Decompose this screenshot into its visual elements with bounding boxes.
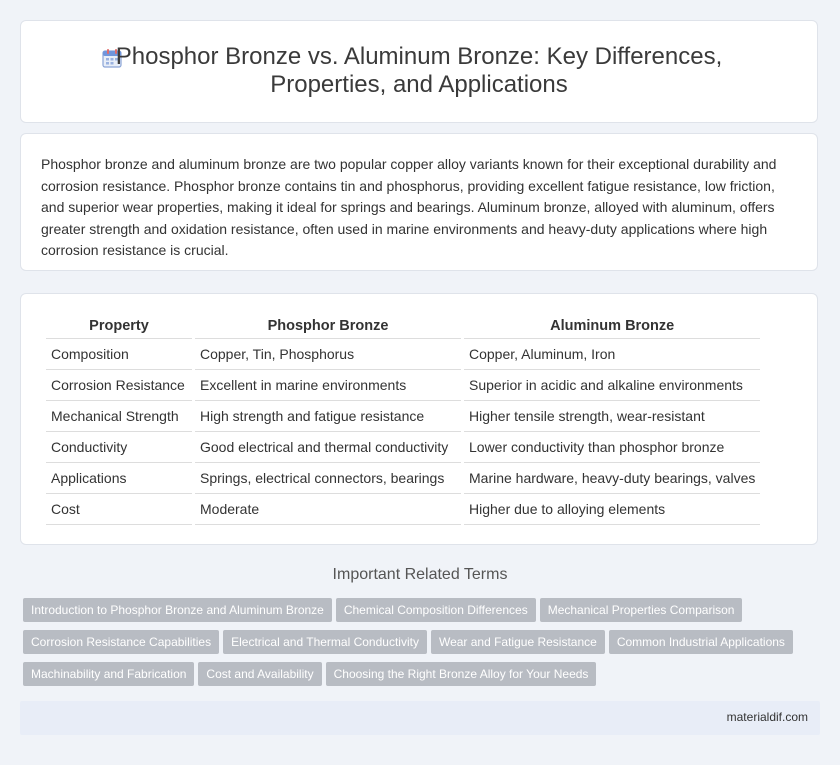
table-cell: Excellent in marine environments — [195, 370, 461, 401]
related-term-tag[interactable]: Corrosion Resistance Capabilities — [23, 630, 219, 654]
header-phosphor-bronze: Phosphor Bronze — [195, 314, 461, 339]
related-terms-title: Important Related Terms — [332, 566, 508, 583]
related-term-tag[interactable]: Cost and Availability — [198, 662, 321, 686]
table-row — [46, 370, 760, 401]
table-cell: Superior in acidic and alkaline environments — [464, 370, 760, 401]
table-cell: Cost — [46, 494, 192, 525]
related-term-tag[interactable]: Common Industrial Applications — [609, 630, 793, 654]
table-cell: Good electrical and thermal conductivity — [195, 432, 461, 463]
table-cell: High strength and fatigue resistance — [195, 401, 461, 432]
table-cell: Springs, electrical connectors, bearings — [195, 463, 461, 494]
related-term-tag[interactable]: Wear and Fatigue Resistance — [431, 630, 605, 654]
table-cell: Lower conductivity than phosphor bronze — [464, 432, 760, 463]
table-header-row — [46, 314, 760, 339]
footer-site-link[interactable]: materialdif.com — [726, 710, 808, 724]
footer — [20, 701, 820, 735]
header-property: Property — [46, 314, 192, 339]
intro-paragraph: Phosphor bronze and aluminum bronze are two popular copper alloy variants known for their exceptional durability and corrosion resistance. Phosphor bronze contains tin and phosphorus, providing excellent fatigue resistance, low friction, and superior wear properties, making it ideal for springs and bearings. Aluminum bronze, alloyed with aluminum, offers greater strength and oxidation resistance, often used in marine environments and heavy-duty applications where high corrosion resistance is crucial. — [41, 156, 777, 258]
table-cell: Higher due to alloying elements — [464, 494, 760, 525]
page-title: Phosphor Bronze vs. Aluminum Bronze: Key Differences, Properties, and Applications — [115, 43, 723, 98]
related-term-tag[interactable]: Introduction to Phosphor Bronze and Aluminum Bronze — [23, 598, 332, 622]
table-cell: Applications — [46, 463, 192, 494]
related-terms-list — [23, 598, 803, 694]
table-cell: Moderate — [195, 494, 461, 525]
related-term-tag[interactable]: Mechanical Properties Comparison — [540, 598, 743, 622]
intro-card — [20, 133, 818, 271]
table-row — [46, 401, 760, 432]
table-cell: Corrosion Resistance — [46, 370, 192, 401]
related-term-tag[interactable]: Electrical and Thermal Conductivity — [223, 630, 427, 654]
related-term-tag[interactable]: Chemical Composition Differences — [336, 598, 536, 622]
related-term-tag[interactable]: Machinability and Fabrication — [23, 662, 194, 686]
table-cell: Marine hardware, heavy-duty bearings, valves — [464, 463, 760, 494]
table-cell: Higher tensile strength, wear-resistant — [464, 401, 760, 432]
table-cell: Composition — [46, 339, 192, 370]
related-term-tag[interactable]: Choosing the Right Bronze Alloy for Your Needs — [326, 662, 597, 686]
header-aluminum-bronze: Aluminum Bronze — [464, 314, 760, 339]
table-row — [46, 463, 760, 494]
table-cell: Conductivity — [46, 432, 192, 463]
table-cell: Copper, Aluminum, Iron — [464, 339, 760, 370]
table-row — [46, 494, 760, 525]
table-cell: Copper, Tin, Phosphorus — [195, 339, 461, 370]
title-wrap — [21, 43, 817, 99]
table-row — [46, 339, 760, 370]
comparison-table — [43, 314, 763, 525]
table-cell: Mechanical Strength — [46, 401, 192, 432]
table-row — [46, 432, 760, 463]
title-card — [20, 20, 818, 123]
table-card — [20, 293, 818, 545]
